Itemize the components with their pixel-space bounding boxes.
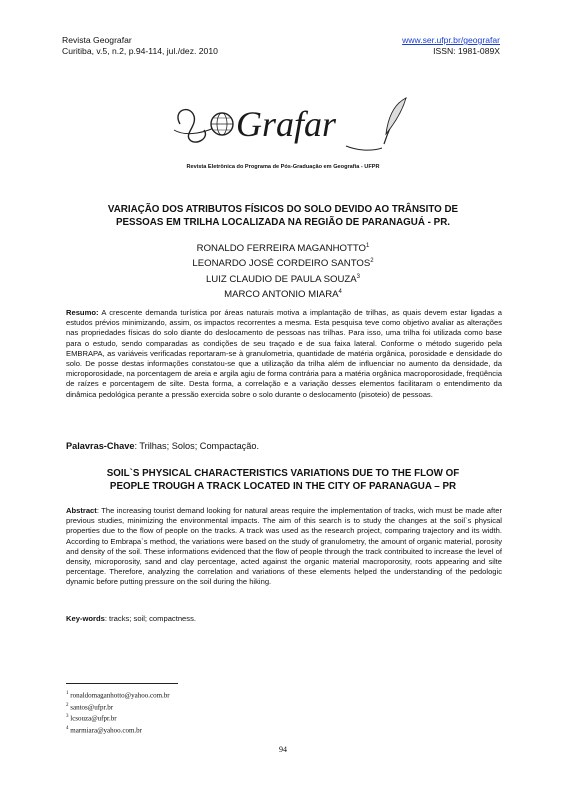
title-pt-line-1: VARIAÇÃO DOS ATRIBUTOS FÍSICOS DO SOLO DEVIDO AO TRÂNSITO DE bbox=[107, 204, 459, 215]
journal-header-left bbox=[62, 35, 218, 57]
abstract-paragraph bbox=[66, 506, 502, 588]
resumo-label: Resumo: bbox=[66, 308, 99, 317]
keywords-en-label: Key-words bbox=[66, 614, 105, 623]
author-list bbox=[0, 240, 566, 302]
author-ref-1: 1 bbox=[366, 243, 370, 249]
footnote-email-3[interactable]: lcsouza@ufpr.br bbox=[70, 714, 117, 723]
author-ref-2: 2 bbox=[370, 258, 374, 265]
article-title-en bbox=[62, 468, 504, 493]
resumo-paragraph bbox=[66, 308, 502, 400]
author-ref-4: 4 bbox=[338, 289, 342, 296]
journal-citation: Curitiba, v.5, n.2, p.94-114, jul./dez. 2010 bbox=[62, 46, 218, 56]
footnote-2: $^2$ santos@ufpr.br bbox=[66, 702, 114, 711]
journal-url-link[interactable]: www.ser.ufpr.br/geografar bbox=[402, 35, 500, 45]
author-3: LUIZ CLAUDIO DE PAULA SOUZA$^3$ bbox=[205, 273, 361, 286]
palavras-chave-text: : Trilhas; Solos; Compactação. bbox=[134, 441, 260, 451]
footnote-email-4[interactable]: marmiara@yahoo.com.br bbox=[70, 725, 143, 734]
author-4: MARCO ANTONIO MIARA$^4$ bbox=[224, 289, 342, 301]
geografar-logo bbox=[170, 90, 410, 156]
journal-tagline: Revista Eletrônica do Programa de Pós-Graduação em Geografia - UFPR bbox=[186, 164, 380, 170]
geografar-logo-graphic bbox=[170, 90, 410, 156]
keywords-en bbox=[66, 614, 502, 624]
palavras-chave bbox=[66, 441, 502, 452]
title-pt-line-2: PESSOAS EM TRILHA LOCALIZADA NA REGIÃO DE PARANAGUÁ - PR. bbox=[115, 216, 450, 228]
abstract-label: Abstract bbox=[66, 506, 97, 515]
title-en-line-2: PEOPLE TROUGH A TRACK LOCATED IN THE CITY OF PARANAGUA – PR bbox=[109, 480, 457, 492]
journal-header-right bbox=[402, 35, 500, 57]
journal-name: Revista Geografar bbox=[62, 35, 132, 45]
palavras-chave-label: Palavras-Chave bbox=[66, 441, 135, 451]
abstract-text: : The increasing tourist demand looking for natural areas require the implementation of tracks, wich must be made after previous studies, minimizing the environmental impacts. The aim of this search is to study the changes at the soil`s physical properties due to the flow of people on the tracks. A track was used as the research project, comparing trajectory and its width. According to Embrapa`s method, the variations were based on the study of granulometry, the amount of organic material, porosity and density of the soil. These informations evidenced that the flow of people through the track contribuited to increase the level of density, microporosity, sand and clay percentage, acted against the organic material macroporosity, roots appearing and silte percentage. Therefore, analyzing the correlation and variations of these elements helped the understanding of the pedologic dynamic before putting pressure on the soil during the hiking. bbox=[66, 506, 502, 587]
journal-issn: ISSN: 1981-089X bbox=[433, 46, 500, 56]
footnotes bbox=[66, 689, 170, 735]
page-number: 94 bbox=[279, 745, 287, 754]
footnote-email-2[interactable]: santos@ufpr.br bbox=[70, 702, 114, 711]
footnote-4: $^4$ marmiara@yahoo.com.br bbox=[66, 725, 143, 734]
footnote-email-1[interactable]: ronaldomaganhotto@yahoo.com.br bbox=[70, 691, 170, 700]
author-2: LEONARDO JOSÉ CORDEIRO SANTOS$^2$ bbox=[192, 258, 374, 270]
footnote-1: $^1$ ronaldomaganhotto@yahoo.com.br bbox=[66, 691, 170, 700]
author-ref-3: 3 bbox=[356, 273, 361, 280]
footnote-3: $^3$ lcsouza@ufpr.br bbox=[66, 714, 117, 723]
article-title-pt bbox=[62, 204, 504, 229]
logo-wordmark: Grafar bbox=[236, 104, 337, 144]
resumo-text: A crescente demanda turística por áreas naturais motiva a implantação de trilhas, as quais devem estar ligadas a estudos prévios minimizando, assim, os impactos recorrentes a mesma. Esta pesquisa teve como objetivo avaliar as alterações nas propriedades físicas do solo diante do deslocamento de pessoas nas trilhas. Para isso, uma trilha foi utilizada como base para o estudo, sendo comparadas as condições de seu traçado e de sua faixa lateral. Conforme o método sugerido pela EMBRAPA, as variáveis verificadas reportaram-se à granulometria, quantidade de matéria orgânica, porosidade e densidade do solo. De posse destas informações constatou-se que a utilização da trilha além de influenciar no aumento da densidade, da microporosidade, na porcentagem de areia e argila agiu de forma contrária para a matéria orgânica macroporosidade, freqüência de raízes e porcentagem de silte. Desta forma, a correlação e a variação desses elementos facilitaram o entendimento da dinâmica pedológica perante a pressão exercida sobre o solo durante o deslocamento (pisoteio) de pessoas. bbox=[66, 308, 502, 399]
keywords-en-text: : tracks; soil; compactness. bbox=[104, 614, 196, 623]
title-en-line-1: SOIL`S PHYSICAL CHARACTERISTICS VARIATIONS DUE TO THE FLOW OF bbox=[106, 468, 460, 479]
author-1: RONALDO FERREIRA MAGANHOTTO$^1$ bbox=[196, 243, 370, 255]
footnote-divider bbox=[66, 683, 178, 684]
